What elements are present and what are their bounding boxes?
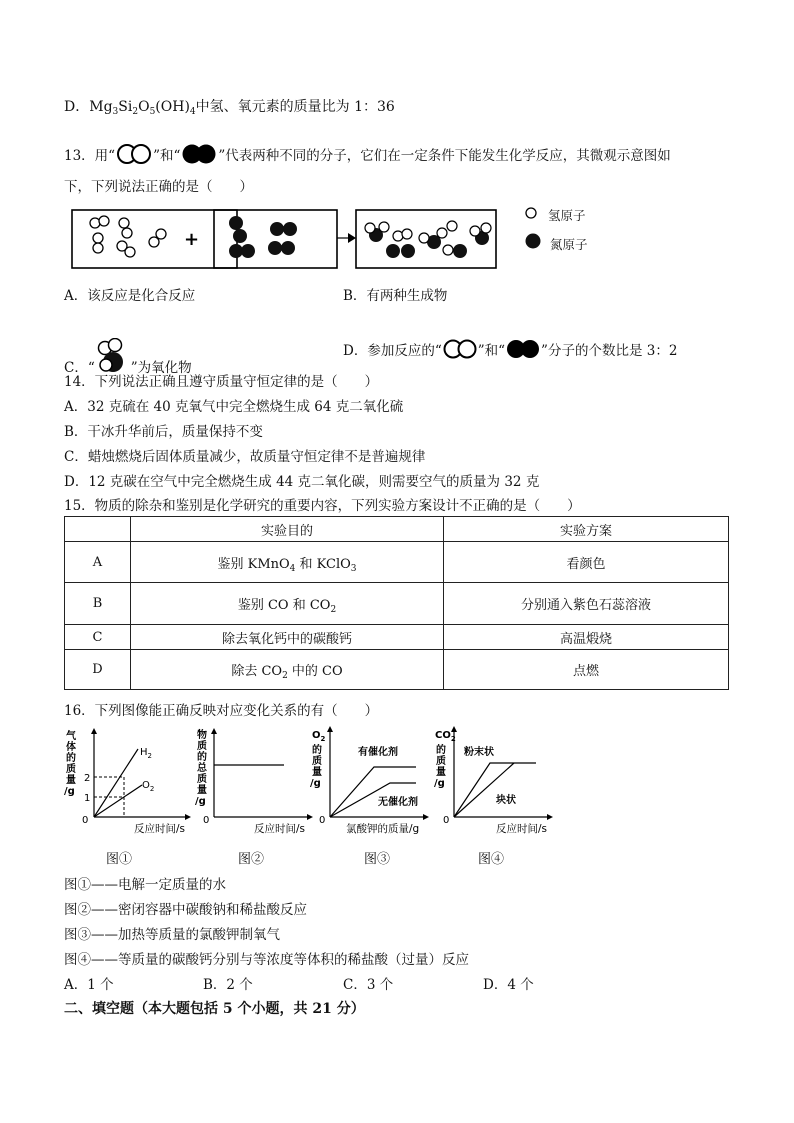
table-row (65, 625, 729, 650)
svg-text:量: 量 (66, 775, 76, 786)
svg-text:总: 总 (197, 763, 207, 774)
hydrogen-molecule-icon (115, 143, 153, 165)
graph-3 (308, 725, 438, 837)
purpose-sub: 2 (282, 671, 288, 681)
svg-text:质: 质 (66, 764, 76, 775)
purpose-sub: 3 (350, 563, 357, 574)
svg-text:CO2: $CO_2$ (435, 730, 456, 743)
h2-line (94, 749, 138, 817)
q13-option-b: B．有两种生成物 (343, 288, 448, 304)
graph-2-ylabel (195, 728, 208, 807)
formula-sub: 5 (149, 107, 156, 117)
q13-stem-line2: 下，下列说法正确的是（ ） (64, 179, 253, 195)
svg-text:无催化剂: 无催化剂 (378, 797, 418, 808)
svg-text:反应时间/s: 反应时间/s (254, 823, 306, 835)
svg-text:量: 量 (312, 767, 322, 778)
q16-option-b: B．2 个 (203, 977, 253, 993)
svg-text:质: 质 (197, 741, 207, 752)
nitrogen-molecule-icon (505, 338, 541, 360)
graph-2 (192, 725, 322, 837)
svg-text:1: 1 (84, 793, 91, 804)
graph-1 (60, 725, 200, 837)
formula-sub: 3 (112, 107, 119, 117)
svg-text:量: 量 (436, 767, 446, 778)
q16-option-d: D．4 个 (483, 977, 534, 993)
graph-1-ylabel (64, 729, 77, 797)
svg-text:/g: /g (434, 778, 445, 789)
q13-option-c-pre: C．“ (64, 360, 95, 376)
svg-text:氯酸钾的质量/g: 氯酸钾的质量/g (346, 823, 420, 835)
svg-text:0: 0 (203, 815, 210, 826)
svg-text:0: 0 (443, 815, 450, 826)
purpose-sub: 2 (330, 605, 337, 615)
q12-option-d-label: D． (64, 99, 90, 115)
purpose-text: 鉴别 CO 和 CO (237, 598, 331, 613)
o2-line (94, 785, 142, 817)
graph-1-caption: 图① (106, 852, 133, 867)
q13-option-d-mid: ”和“ (477, 343, 506, 359)
table-row (65, 583, 729, 625)
graph-3-desc: 图③——加热等质量的氯酸钾制氧气 (64, 927, 280, 943)
row-plan: 看颜色 (444, 542, 729, 583)
formula-si: Si (118, 99, 133, 115)
svg-text:气: 气 (66, 731, 76, 742)
formula-mg: Mg (89, 99, 113, 115)
q13-stem-part: ”代表两种不同的分子，它们在一定条件下能发生化学反应，其微观示意图如 (218, 148, 671, 164)
q13-option-d-post: ”分子的个数比是 3：2 (541, 343, 678, 359)
purpose-text: 中的 CO (287, 664, 343, 679)
graph-4-ylabel (434, 743, 446, 789)
q13-option-d (343, 338, 677, 360)
q13-stem-part: 13．用“ (64, 148, 116, 164)
graph-2-caption: 图② (238, 852, 265, 867)
svg-text:0: 0 (319, 815, 326, 826)
formula-oh: (OH) (155, 99, 190, 115)
purpose-text: 除去 CO (231, 664, 283, 679)
q16-stem: 16．下列图像能正确反映对应变化关系的有（ ） (64, 703, 379, 719)
svg-text:有催化剂: 有催化剂 (358, 747, 398, 758)
q13-option-c-post: ”为氧化物 (130, 360, 192, 376)
plus-sign: + (184, 229, 200, 250)
purpose-text: 鉴别 KMnO (217, 556, 290, 572)
formula-o: O (138, 99, 150, 115)
row-label: D (65, 650, 131, 690)
section-2-heading: 二、填空题（本大题包括 5 个小题，共 21 分） (64, 1001, 365, 1017)
purpose-text: 和 KClO (295, 556, 351, 572)
q12-option-d-text: 中氢、氧元素的质量比为 1：36 (195, 99, 395, 115)
graph-4-caption: 图④ (478, 852, 505, 867)
row-plan: 点燃 (444, 650, 729, 690)
q12-option-d (64, 96, 395, 116)
row-label: C (65, 625, 131, 650)
q14-option-c: C．蜡烛燃烧后固体质量减少，故质量守恒定律不是普遍规律 (64, 449, 426, 465)
svg-text:O2: $O_2$ (142, 780, 155, 793)
reaction-diagram (64, 198, 624, 270)
svg-text:质: 质 (436, 756, 446, 767)
q14-option-d: D．12 克碳在空气中完全燃烧生成 44 克二氧化碳，则需要空气的质量为 32 克 (64, 474, 540, 490)
purpose-sub: 4 (289, 563, 296, 574)
product-molecules (365, 221, 491, 258)
svg-text:质: 质 (312, 756, 322, 767)
powder-line (454, 763, 536, 817)
row-plan: 高温煅烧 (444, 625, 729, 650)
svg-text:质: 质 (197, 774, 207, 785)
hydrogen-molecules (90, 216, 166, 257)
table-header-plan: 实验方案 (444, 517, 729, 542)
row-purpose: 除去氧化钙中的碳酸钙 (131, 625, 444, 650)
q16-option-c: C．3 个 (343, 977, 394, 993)
svg-text:物: 物 (197, 730, 207, 741)
svg-text:0: 0 (82, 815, 89, 826)
q14-option-b: B．干冰升华前后，质量保持不变 (64, 424, 263, 440)
q13-option-a: A．该反应是化合反应 (64, 288, 196, 304)
table-header-purpose: 实验目的 (131, 517, 444, 542)
svg-text:反应时间/s: 反应时间/s (496, 823, 548, 835)
svg-text:的: 的 (436, 745, 446, 756)
graph-4-desc: 图④——等质量的碳酸钙分别与等浓度等体积的稀盐酸（过量）反应 (64, 952, 469, 968)
q15-table (64, 516, 729, 690)
svg-text:粉末状: 粉末状 (464, 747, 494, 758)
graph-4 (432, 725, 562, 837)
row-purpose (131, 542, 444, 583)
row-plan: 分别通入紫色石蕊溶液 (444, 583, 729, 625)
svg-text:块状: 块状 (496, 795, 516, 806)
svg-text:的: 的 (66, 753, 76, 764)
q16-option-a: A．1 个 (64, 977, 114, 993)
q13-stem-line1 (64, 143, 671, 165)
svg-text:2: 2 (84, 773, 91, 784)
svg-text:反应时间/s: 反应时间/s (134, 823, 186, 835)
graph-3-ylabel (310, 743, 322, 789)
q15-stem: 15．物质的除杂和鉴别是化学研究的重要内容，下列实验方案设计不正确的是（ ） (64, 498, 581, 514)
formula-sub: 4 (189, 107, 196, 117)
legend-nitrogen-label: 氮原子 (550, 237, 588, 252)
q13-stem-part: ”和“ (153, 148, 181, 164)
svg-text:/g: /g (310, 778, 321, 789)
table-header-blank (65, 517, 131, 542)
legend-hydrogen-label: 氢原子 (548, 208, 586, 223)
graph-2-desc: 图②——密闭容器中碳酸钠和稀盐酸反应 (64, 902, 307, 918)
graph-1-desc: 图①——电解一定质量的水 (64, 877, 226, 893)
q14-stem: 14．下列说法正确且遵守质量守恒定律的是（ ） (64, 374, 379, 390)
svg-text:的: 的 (312, 745, 322, 756)
svg-text:的: 的 (197, 752, 207, 763)
table-header-row (65, 517, 729, 542)
row-purpose (131, 650, 444, 690)
hydrogen-molecule-icon (442, 338, 478, 360)
graph-3-caption: 图③ (364, 852, 391, 867)
svg-text:量: 量 (197, 785, 207, 796)
legend-nitrogen-icon (526, 234, 541, 249)
nitrogen-molecules (229, 216, 297, 258)
table-row (65, 542, 729, 583)
svg-text:H2: $H_2$ (140, 747, 152, 760)
row-label: B (65, 583, 131, 625)
q14-option-a: A．32 克硫在 40 克氧气中完全燃烧生成 64 克二氧化硫 (64, 399, 404, 415)
svg-text:/g: /g (195, 796, 206, 807)
svg-text:O2: $O_2$ (312, 730, 326, 743)
legend-hydrogen-icon (526, 208, 536, 218)
row-purpose (131, 583, 444, 625)
svg-text:/g: /g (64, 786, 75, 797)
nitrogen-molecule-icon (180, 143, 218, 165)
q13-option-d-pre: D．参加反应的“ (343, 343, 442, 359)
svg-text:体: 体 (66, 742, 76, 753)
table-row (65, 650, 729, 690)
row-label: A (65, 542, 131, 583)
formula-sub: 2 (132, 107, 139, 117)
